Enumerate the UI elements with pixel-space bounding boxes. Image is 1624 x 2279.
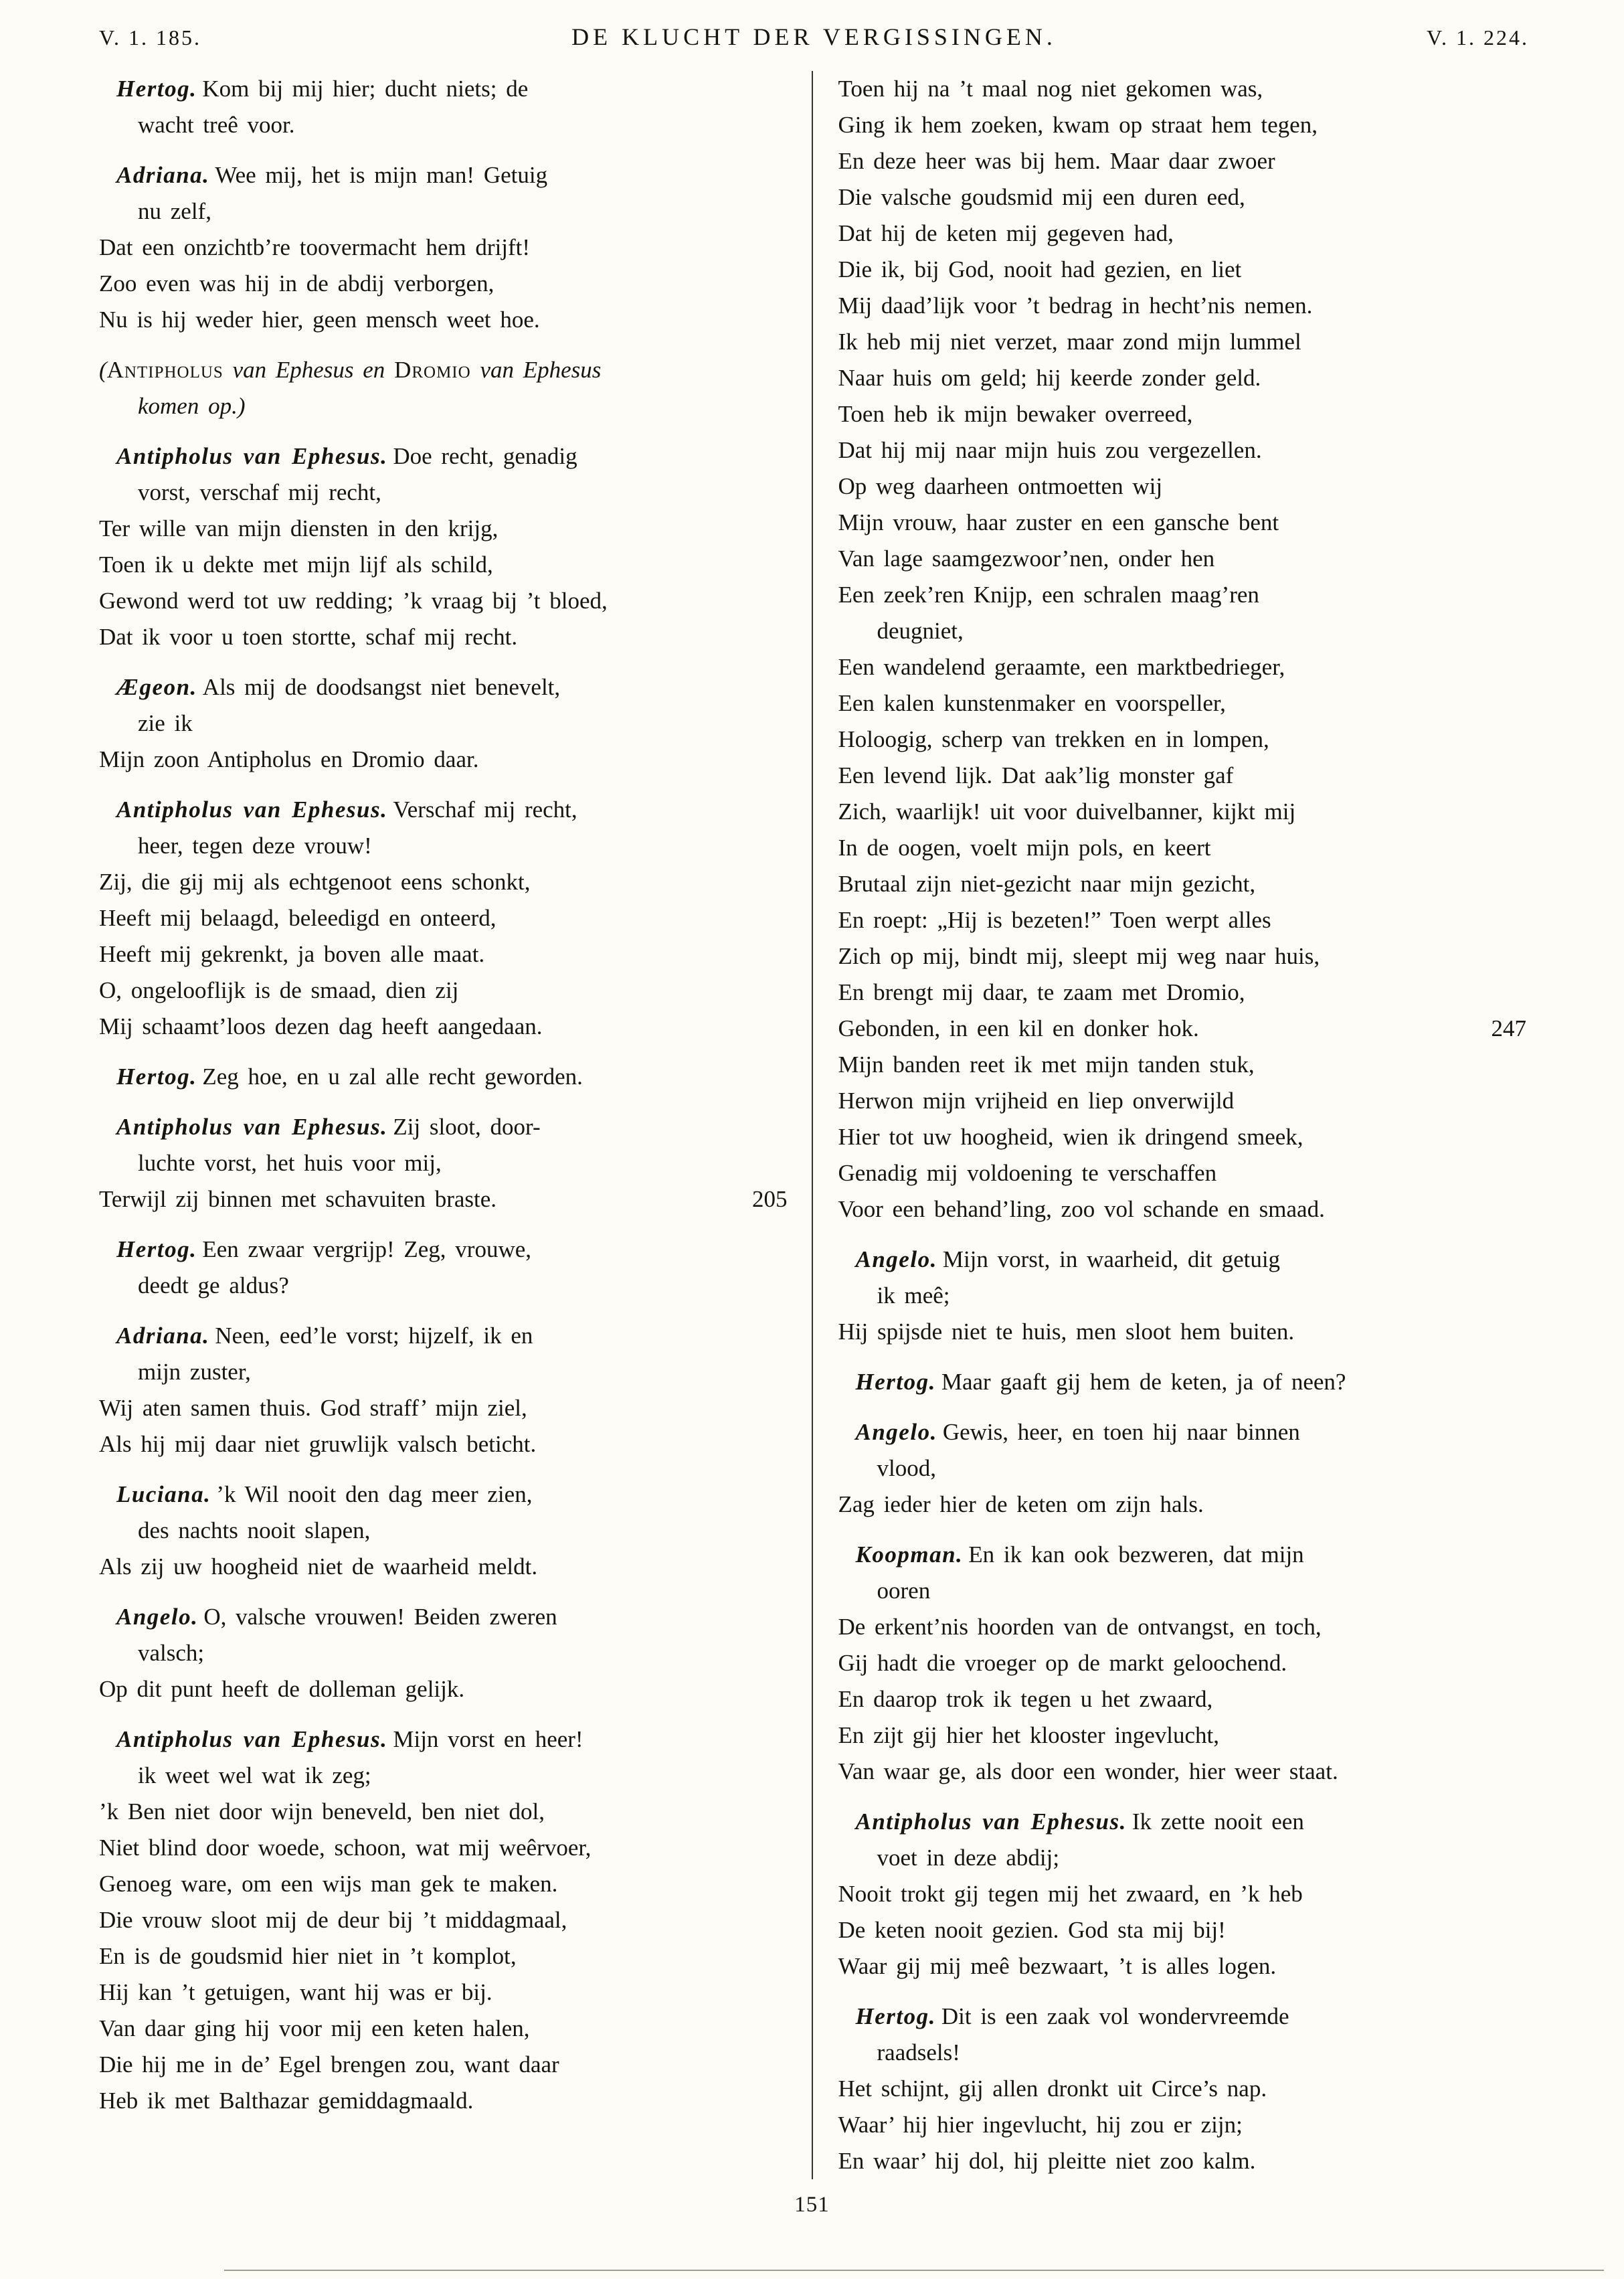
- speaker-name: Luciana.: [116, 1481, 211, 1507]
- speaker-name: Adriana.: [116, 162, 210, 188]
- text-line: [99, 2083, 790, 2119]
- text-segment: wacht treê voor.: [138, 112, 295, 138]
- text-segment: Terwijl zij binnen met schavuiten braste.: [99, 1186, 497, 1212]
- text-segment: raadsels!: [877, 2039, 960, 2065]
- page-header: [99, 23, 1529, 51]
- text-segment: deugniet,: [877, 618, 964, 644]
- speaker-name: Adriana.: [116, 1323, 210, 1349]
- text-segment: Hij spijsde niet te huis, men sloot hem buiten.: [838, 1319, 1295, 1345]
- text-segment: ooren: [877, 1578, 931, 1604]
- text-segment: Mijn zoon Antipholus en Dromio daar.: [99, 746, 479, 772]
- text-line: [99, 388, 790, 424]
- speaker-name: Angelo.: [855, 1419, 937, 1445]
- text-line: [838, 252, 1530, 288]
- text-segment: van Ephesus en: [223, 357, 395, 383]
- text-line: [838, 2143, 1530, 2179]
- text-segment: En waar’ hij dol, hij pleitte niet zoo kalm.: [838, 2148, 1256, 2174]
- text-line: [99, 1513, 790, 1549]
- text-segment: Gebonden, in een kil en donker hok.: [838, 1015, 1199, 1041]
- text-segment: mijn zuster,: [138, 1359, 251, 1385]
- text-columns: [99, 71, 1529, 2179]
- text-line: [838, 1414, 1530, 1450]
- text-segment: Kom bij mij hier; ducht niets; de: [202, 76, 529, 102]
- text-segment: Dat een onzichtb’re toovermacht hem drijft!: [99, 234, 531, 260]
- text-line: [99, 936, 790, 973]
- text-line: [99, 1671, 790, 1707]
- text-segment: Van lage saamgezwoor’nen, onder hen: [838, 545, 1215, 572]
- text-line: [99, 705, 790, 742]
- text-segment: Gij hadt die vroeger op de markt geloochend.: [838, 1650, 1287, 1676]
- text-line: [99, 1476, 790, 1513]
- text-segment: ’k Ben niet door wijn beneveld, ben niet dol,: [99, 1798, 545, 1825]
- text-segment: Wij aten samen thuis. God straff’ mijn ziel,: [99, 1395, 527, 1421]
- text-segment: vorst, verschaf mij recht,: [138, 479, 381, 505]
- speech-block: [838, 1537, 1530, 1790]
- text-segment: Dat hij mij naar mijn huis zou vergezellen.: [838, 437, 1262, 463]
- speaker-name: Ægeon.: [116, 674, 197, 700]
- verse-line-number: 205: [752, 1186, 788, 1212]
- text-segment: Gewond werd tot uw redding; ’k vraag bij ’t bloed,: [99, 588, 608, 614]
- text-segment: De erkent’nis hoorden van de ontvangst, en toch,: [838, 1614, 1322, 1640]
- text-segment: Hij kan ’t getuigen, want hij was er bij.: [99, 1979, 492, 2005]
- text-line: [99, 1232, 790, 1268]
- text-segment: Zeg hoe, en u zal alle recht geworden.: [202, 1064, 583, 1090]
- speaker-name: Hertog.: [116, 1236, 197, 1262]
- verse-reference-right: V. 1. 224.: [1427, 25, 1529, 50]
- text-segment: ik meê;: [877, 1282, 950, 1309]
- text-line: [838, 1912, 1530, 1948]
- text-line: [838, 143, 1530, 179]
- text-segment: Een levend lijk. Dat aak’lig monster gaf: [838, 762, 1234, 788]
- text-segment: Wee mij, het is mijn man! Getuig: [215, 162, 548, 188]
- text-line: [99, 1758, 790, 1794]
- text-segment: En is de goudsmid hier niet in ’t komplot,: [99, 1943, 517, 1969]
- text-line: [99, 792, 790, 828]
- text-line: [99, 511, 790, 547]
- text-line: [99, 71, 790, 107]
- text-line: [838, 1948, 1530, 1985]
- text-segment: Zag ieder hier de keten om zijn hals.: [838, 1491, 1204, 1517]
- text-segment: Naar huis om geld; hij keerde zonder geld.: [838, 365, 1261, 391]
- speaker-name: Antipholus van Ephesus.: [116, 1114, 388, 1140]
- text-line: [99, 302, 790, 338]
- text-segment: Als mij de doodsangst niet benevelt,: [202, 674, 561, 700]
- text-segment: valsch;: [138, 1640, 205, 1666]
- text-line: [99, 266, 790, 302]
- speech-block: [99, 1476, 790, 1585]
- text-segment: des nachts nooit slapen,: [138, 1517, 371, 1543]
- speech-block: [99, 438, 790, 655]
- speaker-name: Angelo.: [855, 1246, 937, 1272]
- text-line: [99, 157, 790, 193]
- text-segment: Toen hij na ’t maal nog niet gekomen was,: [838, 76, 1263, 102]
- speaker-name: Hertog.: [855, 2003, 936, 2029]
- text-segment: Toen ik u dekte met mijn lijf als schild,: [99, 552, 493, 578]
- text-segment: Mijn vorst, in waarheid, dit getuig: [942, 1246, 1281, 1272]
- text-segment: Die hij me in de’ Egel brengen zou, want daar: [99, 2051, 559, 2078]
- text-segment: Mij daad’lijk voor ’t bedrag in hecht’nis nemen.: [838, 292, 1313, 319]
- speech-block: [99, 1232, 790, 1304]
- text-line: [99, 1549, 790, 1585]
- text-line: [838, 288, 1530, 324]
- scan-artifact-line: [224, 2270, 1604, 2271]
- text-line: [99, 619, 790, 655]
- speech-block: [838, 1999, 1530, 2179]
- text-segment: Ging ik hem zoeken, kwam op straat hem tegen,: [838, 112, 1318, 138]
- text-line: [99, 1866, 790, 1902]
- speaker-name: Antipholus van Ephesus.: [116, 443, 388, 469]
- text-line: [99, 1268, 790, 1304]
- text-line: [838, 541, 1530, 577]
- text-segment: Genadig mij voldoening te verschaffen: [838, 1160, 1217, 1186]
- text-line: [838, 649, 1530, 685]
- speech-block: [99, 157, 790, 338]
- text-segment: Mijn banden reet ik met mijn tanden stuk,: [838, 1051, 1255, 1078]
- text-segment: Op weg daarheen ontmoetten wij: [838, 473, 1163, 499]
- text-segment: Zoo even was hij in de abdij verborgen,: [99, 270, 494, 297]
- speaker-name: Hertog.: [116, 76, 197, 102]
- text-segment: Mij schaamt’loos dezen dag heeft aangedaan.: [99, 1013, 543, 1039]
- text-segment: Zich, waarlijk! uit voor duivelbanner, kijkt mij: [838, 798, 1296, 825]
- text-line: [838, 1364, 1530, 1400]
- text-line: [99, 1721, 790, 1758]
- text-line: [99, 1318, 790, 1354]
- text-line: [99, 583, 790, 619]
- text-line: [99, 1938, 790, 1974]
- text-line: [838, 107, 1530, 143]
- text-line: [838, 1155, 1530, 1191]
- text-segment: Die valsche goudsmid mij een duren eed,: [838, 184, 1245, 210]
- text-line: [838, 2071, 1530, 2107]
- text-line: [838, 866, 1530, 902]
- text-segment: luchte vorst, het huis voor mij,: [138, 1150, 442, 1176]
- text-segment: zie ik: [138, 710, 193, 736]
- text-line: [838, 469, 1530, 505]
- text-segment: Ik zette nooit een: [1132, 1808, 1304, 1835]
- text-segment: Mijn vorst en heer!: [393, 1726, 583, 1752]
- text-segment: Hier tot uw hoogheid, wien ik dringend smeek,: [838, 1124, 1303, 1150]
- text-segment: In de oogen, voelt mijn pols, en keert: [838, 835, 1211, 861]
- speaker-name: Koopman.: [855, 1541, 964, 1568]
- text-segment: nu zelf,: [138, 198, 211, 224]
- verse-reference-left: V. 1. 185.: [99, 25, 201, 50]
- speech-block: [99, 1059, 790, 1095]
- text-line: [99, 1635, 790, 1671]
- speech-block: [838, 1242, 1530, 1350]
- text-line: [838, 1047, 1530, 1083]
- speaker-name: Hertog.: [855, 1369, 936, 1395]
- text-segment: Toen heb ik mijn bewaker overreed,: [838, 401, 1193, 427]
- text-line: [838, 830, 1530, 866]
- text-segment: Als zij uw hoogheid niet de waarheid meldt.: [99, 1553, 538, 1580]
- text-line: [99, 1390, 790, 1426]
- text-line: [838, 179, 1530, 216]
- text-segment: Antipholus: [106, 357, 223, 383]
- text-line: [838, 938, 1530, 975]
- page-title: DE KLUCHT DER VERGISSINGEN.: [571, 23, 1057, 50]
- text-segment: (: [99, 357, 107, 383]
- text-segment: Niet blind door woede, schoon, wat mij weêrvoer,: [99, 1835, 592, 1861]
- text-segment: Voor een behand’ling, zoo vol schande en smaad.: [838, 1196, 1325, 1222]
- text-line: [838, 1609, 1530, 1645]
- text-line: [838, 1645, 1530, 1681]
- text-line: [99, 547, 790, 583]
- text-segment: En zijt gij hier het klooster ingevlucht,: [838, 1722, 1219, 1748]
- text-segment: heer, tegen deze vrouw!: [138, 833, 372, 859]
- text-line: [838, 505, 1530, 541]
- text-line: [838, 685, 1530, 722]
- text-line: [99, 107, 790, 143]
- text-segment: Herwon mijn vrijheid en liep onverwijld: [838, 1088, 1235, 1114]
- speech-block: [838, 71, 1530, 1228]
- text-segment: En roept: „Hij is bezeten!” Toen werpt alles: [838, 907, 1271, 933]
- text-segment: ik weet wel wat ik zeg;: [138, 1762, 371, 1788]
- text-segment: En daarop trok ik tegen u het zwaard,: [838, 1686, 1213, 1712]
- text-line: [99, 864, 790, 900]
- speech-block: [99, 1721, 790, 2119]
- text-line: [838, 794, 1530, 830]
- text-line: [838, 1754, 1530, 1790]
- text-segment: Waar gij mij meê bezwaart, ’t is alles logen.: [838, 1953, 1277, 1979]
- text-line: [838, 1119, 1530, 1155]
- text-segment: O, ongelooflijk is de smaad, dien zij: [99, 977, 459, 1003]
- text-line: [99, 1181, 790, 1217]
- text-segment: Brutaal zijn niet-gezicht naar mijn gezicht,: [838, 871, 1256, 897]
- text-segment: Neen, eed’le vorst; hijzelf, ik en: [215, 1323, 533, 1349]
- text-line: [838, 1242, 1530, 1278]
- text-line: [99, 1599, 790, 1635]
- text-line: [838, 1011, 1530, 1047]
- text-line: [838, 1999, 1530, 2035]
- speaker-name: Antipholus van Ephesus.: [116, 796, 388, 823]
- speech-block: [99, 71, 790, 143]
- text-line: [99, 669, 790, 705]
- text-segment: Ter wille van mijn diensten in den krijg,: [99, 515, 499, 541]
- text-segment: Doe recht, genadig: [393, 443, 577, 469]
- text-line: [99, 900, 790, 936]
- text-line: [99, 1794, 790, 1830]
- speaker-name: Hertog.: [116, 1064, 197, 1090]
- text-line: [838, 1314, 1530, 1350]
- text-line: [838, 1537, 1530, 1573]
- text-line: [99, 973, 790, 1009]
- text-segment: O, valsche vrouwen! Beiden zweren: [203, 1604, 557, 1630]
- text-line: [99, 438, 790, 475]
- speech-block: [838, 1364, 1530, 1400]
- text-line: [838, 1840, 1530, 1876]
- text-segment: Dit is een zaak vol wondervreemde: [941, 2003, 1289, 2029]
- text-segment: Zij sloot, door-: [393, 1114, 541, 1140]
- text-segment: voet in deze abdij;: [877, 1845, 1060, 1871]
- text-line: [99, 2011, 790, 2047]
- text-segment: Zich op mij, bindt mij, sleept mij weg naar huis,: [838, 943, 1320, 969]
- text-segment: De keten nooit gezien. God sta mij bij!: [838, 1917, 1226, 1943]
- text-segment: komen op.): [138, 393, 246, 419]
- text-segment: Verschaf mij recht,: [393, 796, 577, 823]
- column-left: [99, 71, 812, 2179]
- text-segment: Mijn vrouw, haar zuster en een gansche bent: [838, 509, 1279, 535]
- text-line: [99, 1059, 790, 1095]
- text-line: [99, 1109, 790, 1145]
- text-line: [99, 1974, 790, 2011]
- text-segment: Een wandelend geraamte, een marktbedrieger,: [838, 654, 1285, 680]
- text-line: [838, 216, 1530, 252]
- speech-block: [99, 1318, 790, 1462]
- stage-direction: [99, 352, 790, 424]
- page-footer: [0, 2193, 1624, 2217]
- text-segment: Dat hij de keten mij gegeven had,: [838, 220, 1174, 246]
- text-line: [99, 230, 790, 266]
- text-segment: Dromio: [394, 357, 471, 383]
- text-segment: Van waar ge, als door een wonder, hier weer staat.: [838, 1758, 1338, 1784]
- text-segment: Als hij mij daar niet gruwlijk valsch beticht.: [99, 1431, 537, 1457]
- text-line: [838, 1191, 1530, 1228]
- text-line: [99, 193, 790, 230]
- text-segment: En ik kan ook bezweren, dat mijn: [968, 1541, 1304, 1568]
- text-segment: Waar’ hij hier ingevlucht, hij zou er zijn;: [838, 2112, 1243, 2138]
- text-segment: Ik heb mij niet verzet, maar zond mijn lummel: [838, 329, 1301, 355]
- text-line: [838, 1450, 1530, 1487]
- text-line: [838, 432, 1530, 469]
- text-line: [838, 577, 1530, 613]
- text-line: [838, 1876, 1530, 1912]
- text-segment: En deze heer was bij hem. Maar daar zwoer: [838, 148, 1275, 174]
- text-line: [99, 742, 790, 778]
- speech-block: [838, 1804, 1530, 1985]
- text-line: [99, 1145, 790, 1181]
- page-number: 151: [794, 2193, 830, 2217]
- text-segment: Die ik, bij God, nooit had gezien, en liet: [838, 256, 1242, 282]
- text-segment: Van daar ging hij voor mij een keten halen,: [99, 2015, 530, 2041]
- text-segment: Heeft mij gekrenkt, ja boven alle maat.: [99, 941, 485, 967]
- text-segment: deedt ge aldus?: [138, 1272, 289, 1298]
- column-right: [813, 71, 1530, 2179]
- text-segment: En brengt mij daar, te zaam met Dromio,: [838, 979, 1245, 1005]
- verse-line-number: 247: [1491, 1015, 1526, 1041]
- text-segment: Nu is hij weder hier, geen mensch weet hoe.: [99, 307, 540, 333]
- text-line: [99, 352, 790, 388]
- text-segment: Zij, die gij mij als echtgenoot eens schonkt,: [99, 869, 531, 895]
- text-line: [838, 758, 1530, 794]
- text-line: [838, 902, 1530, 938]
- speaker-name: Angelo.: [116, 1604, 199, 1630]
- text-line: [99, 1354, 790, 1390]
- text-line: [838, 2035, 1530, 2071]
- text-line: [99, 475, 790, 511]
- text-segment: Een zeek’ren Knijp, een schralen maag’ren: [838, 582, 1259, 608]
- text-line: [838, 1278, 1530, 1314]
- text-line: [838, 71, 1530, 107]
- text-line: [838, 722, 1530, 758]
- text-line: [838, 1487, 1530, 1523]
- text-segment: Gewis, heer, en toen hij naar binnen: [942, 1419, 1300, 1445]
- speech-block: [99, 1109, 790, 1217]
- text-line: [838, 360, 1530, 396]
- text-line: [838, 2107, 1530, 2143]
- text-segment: Holoogig, scherp van trekken en in lompen,: [838, 726, 1269, 752]
- text-segment: Die vrouw sloot mij de deur bij ’t middagmaal,: [99, 1907, 567, 1933]
- text-segment: Een zwaar vergrijp! Zeg, vrouwe,: [202, 1236, 532, 1262]
- text-line: [99, 828, 790, 864]
- text-line: [838, 613, 1530, 649]
- speech-block: [99, 1599, 790, 1707]
- speech-block: [838, 1414, 1530, 1523]
- text-line: [838, 1717, 1530, 1754]
- text-line: [838, 1804, 1530, 1840]
- speaker-name: Antipholus van Ephesus.: [116, 1726, 388, 1752]
- text-segment: van Ephesus: [470, 357, 602, 383]
- text-segment: Heb ik met Balthazar gemiddagmaald.: [99, 2088, 474, 2114]
- text-segment: Dat ik voor u toen stortte, schaf mij recht.: [99, 624, 518, 650]
- text-line: [838, 324, 1530, 360]
- text-segment: Op dit punt heeft de dolleman gelijk.: [99, 1676, 465, 1702]
- text-segment: Maar gaaft gij hem de keten, ja of neen?: [941, 1369, 1346, 1395]
- text-line: [838, 1083, 1530, 1119]
- text-line: [838, 396, 1530, 432]
- text-segment: ’k Wil nooit den dag meer zien,: [216, 1481, 533, 1507]
- text-segment: Het schijnt, gij allen dronkt uit Circe’s nap.: [838, 2076, 1267, 2102]
- text-line: [99, 1426, 790, 1462]
- speech-block: [99, 669, 790, 778]
- text-segment: Heeft mij belaagd, beleedigd en onteerd,: [99, 905, 497, 931]
- text-segment: vlood,: [877, 1455, 936, 1481]
- text-line: [99, 1902, 790, 1938]
- text-segment: Nooit trokt gij tegen mij het zwaard, en ’k heb: [838, 1881, 1303, 1907]
- text-segment: Genoeg ware, om een wijs man gek te maken.: [99, 1871, 558, 1897]
- text-line: [838, 975, 1530, 1011]
- speaker-name: Antipholus van Ephesus.: [855, 1808, 1127, 1835]
- speech-block: [99, 792, 790, 1045]
- text-line: [99, 2047, 790, 2083]
- text-segment: Een kalen kunstenmaker en voorspeller,: [838, 690, 1226, 716]
- text-line: [838, 1681, 1530, 1717]
- text-line: [99, 1830, 790, 1866]
- text-line: [838, 1573, 1530, 1609]
- text-line: [99, 1009, 790, 1045]
